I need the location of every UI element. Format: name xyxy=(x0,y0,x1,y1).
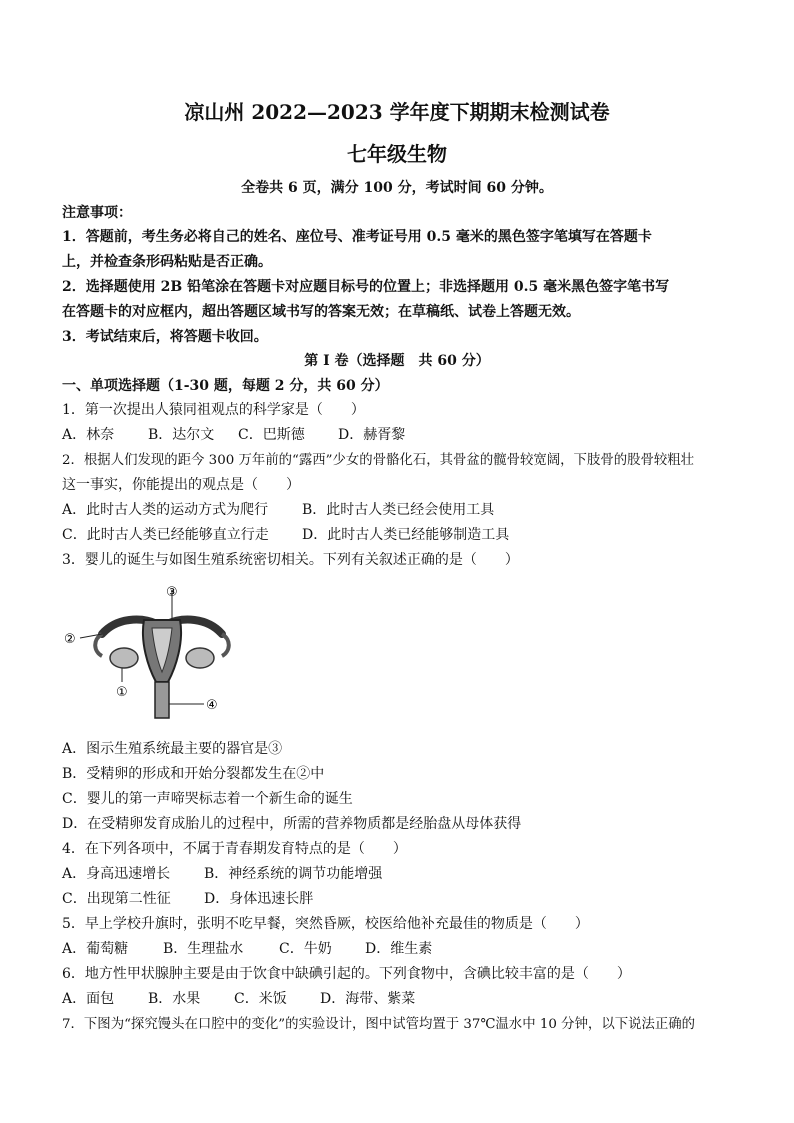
vagina-shape xyxy=(155,682,169,718)
notice-heading: 注意事项： xyxy=(62,205,132,221)
q5-option-d: D．维生素 xyxy=(365,941,433,957)
q2-stem-b: 这一事实，你能提出的观点是（ ） xyxy=(62,477,300,493)
left-ovary-shape xyxy=(110,648,138,668)
q4-option-a: A．身高迅速增长 xyxy=(62,866,171,882)
label-1: ① xyxy=(116,685,128,700)
exam-info: 全卷共 6 页，满分 100 分，考试时间 60 分钟。 xyxy=(241,180,553,196)
right-ovary-shape xyxy=(186,648,214,668)
q4-options-row1 xyxy=(62,863,382,883)
section-heading: 一、单项选择题（1-30 题，每题 2 分，共 60 分） xyxy=(62,378,389,394)
q3-option-b: B．受精卵的形成和开始分裂都发生在②中 xyxy=(62,766,325,782)
q4-option-c: C．出现第二性征 xyxy=(62,891,171,907)
q6-option-a: A．面包 xyxy=(62,991,115,1007)
q1-options xyxy=(62,424,405,444)
notice-item-1a: 1．答题前，考生务必将自己的姓名、座位号、准考证号用 0.5 毫米的黑色签字笔填写在答题卡 xyxy=(62,229,652,245)
notice-item-3: 3．考试结束后，将答题卡收回。 xyxy=(62,329,268,345)
q4-stem: 4．在下列各项中，不属于青春期发育特点的是（ ） xyxy=(62,841,407,857)
exam-subtitle: 七年级生物 xyxy=(347,142,447,166)
q5-options xyxy=(62,938,432,958)
notice-item-1b: 上，并检查条形码粘贴是否正确。 xyxy=(62,254,272,270)
q1-option-b: B．达尔文 xyxy=(148,427,215,443)
q3-stem: 3．婴儿的诞生与如图生殖系统密切相关。下列有关叙述正确的是（ ） xyxy=(62,552,519,568)
q6-stem: 6．地方性甲状腺肿主要是由于饮食中缺碘引起的。下列食物中，含碘比较丰富的是（ ） xyxy=(62,966,631,982)
q1-stem: 1．第一次提出人猿同祖观点的科学家是（ ） xyxy=(62,402,365,418)
q5-option-a: A．葡萄糖 xyxy=(62,941,129,957)
q4-option-b: B．神经系统的调节功能增强 xyxy=(204,866,383,882)
q1-option-c: C．巴斯德 xyxy=(238,427,305,443)
label-2: ② xyxy=(64,632,76,647)
q4-option-d: D．身体迅速长胖 xyxy=(204,891,314,907)
label-3: ③ xyxy=(166,585,178,600)
exam-title: 凉山州 2022—2023 学年度下期期末检测试卷 xyxy=(184,100,610,124)
q1-option-a: A．林奈 xyxy=(62,427,115,443)
q6-option-d: D．海带、紫菜 xyxy=(320,991,416,1007)
q2-option-a: A．此时古人类的运动方式为爬行 xyxy=(62,502,269,518)
q3-option-c: C．婴儿的第一声啼哭标志着一个新生命的诞生 xyxy=(62,791,353,807)
q6-option-b: B．水果 xyxy=(148,991,201,1007)
q3-option-d: D．在受精卵发育成胎儿的过程中，所需的营养物质都是经胎盘从母体获得 xyxy=(62,816,522,832)
q1-option-d: D．赫胥黎 xyxy=(338,427,406,443)
q6-option-c: C．米饭 xyxy=(234,991,287,1007)
part1-heading: 第 I 卷（选择题 共 60 分） xyxy=(304,353,490,369)
q2-option-c: C．此时古人类已经能够直立行走 xyxy=(62,527,269,543)
q2-stem-a: 2．根据人们发现的距今 300 万年前的“露西”少女的骨骼化石，其骨盆的髋骨较宽阔，下肢骨的股骨较粗壮 xyxy=(62,453,695,468)
q5-option-c: C．牛奶 xyxy=(279,941,332,957)
q5-option-b: B．生理盐水 xyxy=(163,941,244,957)
q2-options-row2 xyxy=(62,524,509,544)
q2-options-row1 xyxy=(62,499,494,519)
q7-stem: 7．下图为“探究馒头在口腔中的变化”的实验设计，图中试管均置于 37℃温水中 10 分钟，以下说法正确的 xyxy=(62,1017,696,1032)
q4-options-row2 xyxy=(62,888,313,908)
q2-option-b: B．此时古人类已经会使用工具 xyxy=(302,502,495,518)
q3-option-a: A．图示生殖系统最主要的器官是③ xyxy=(62,741,283,757)
notice-item-2b: 在答题卡的对应框内，超出答题区域书写的答案无效；在草稿纸、试卷上答题无效。 xyxy=(62,304,580,320)
q2-option-d: D．此时古人类已经能够制造工具 xyxy=(302,527,510,543)
label-4: ④ xyxy=(206,698,218,713)
q5-stem: 5．早上学校升旗时，张明不吃早餐，突然昏厥，校医给他补充最佳的物质是（ ） xyxy=(62,916,589,932)
q6-options xyxy=(62,988,415,1008)
reproductive-system-diagram xyxy=(62,582,262,722)
notice-item-2a: 2．选择题使用 2B 铅笔涂在答题卡对应题目标号的位置上；非选择题用 0.5 毫米黑色签字笔书写 xyxy=(62,279,670,295)
